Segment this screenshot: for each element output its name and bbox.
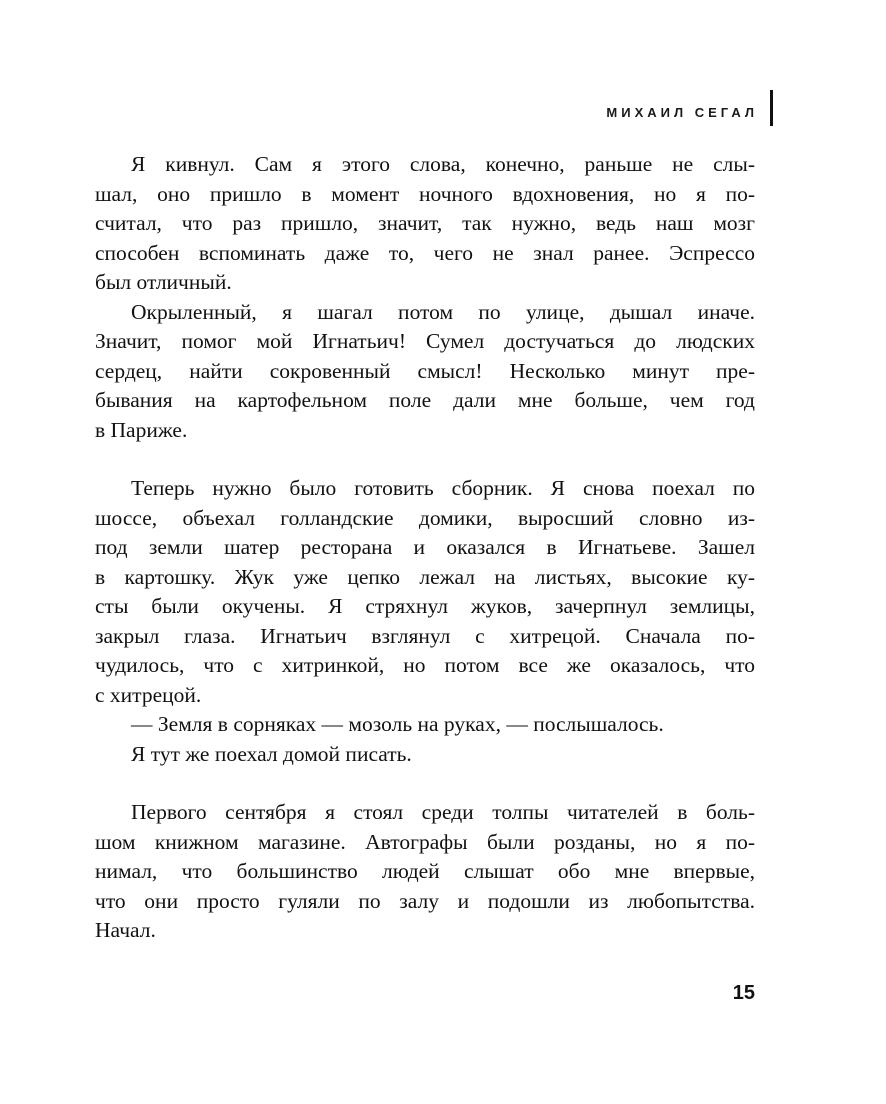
text-line: Значит, помог мой Игнатьич! Сумел достучаться до людских [95,329,755,353]
author-name-header: МИХАИЛ СЕГАЛ [606,104,758,120]
paragraph [95,474,755,710]
text-line: Я кивнул. Сам я этого слова, конечно, раньше не слы- [131,152,755,176]
text-line: шоссе, объехал голландские домики, выросший словно из- [95,505,755,530]
text-line: шал, оно пришло в момент ночного вдохновения, но я по- [95,181,755,206]
text-line: с хитрецой. [95,682,202,707]
text-line: шом книжном магазине. Автографы были розданы, но я по- [95,829,755,854]
page-number: 15 [732,982,755,1004]
text-line: Окрыленный, я шагал потом по улице, дышал иначе. [131,299,755,324]
text-block [95,150,755,946]
text-line: Начал. [95,918,156,942]
text-line: что они просто гуляли по залу и подошли из любопытства. [95,888,755,913]
text-line: Теперь нужно было готовить сборник. Я снова поехал по [131,476,755,500]
text-line: считал, что раз пришло, значит, так нужно, ведь наш мозг [95,211,755,235]
text-line: закрыл глаза. Игнатьич взглянул с хитрецой. Сначала по- [95,623,755,648]
header-rule [770,90,773,126]
text-line: Я тут же поехал домой писать. [131,741,412,766]
text-line: в Париже. [95,417,188,442]
paragraph [95,798,755,946]
text-line: Первого сентября я стоял среди толпы читателей в боль- [131,800,755,824]
text-line: бывания на картофельном поле дали мне больше, чем год [95,388,755,412]
running-head [95,90,773,126]
text-line: в картошку. Жук уже цепко лежал на листьях, высокие ку- [95,564,755,589]
text-line: чудилось, что с хитринкой, но потом все же оказалось, что [95,653,755,677]
text-line: под земли шатер ресторана и оказался в Игнатьеве. Зашел [95,535,755,559]
paragraph [95,740,755,770]
paragraph [95,298,755,446]
text-line: нимал, что большинство людей слышат обо мне впервые, [95,859,755,883]
text-line: был отличный. [95,270,232,294]
text-line: — Земля в сорняках — мозоль на руках, — послышалось. [131,712,664,736]
text-line: сты были окучены. Я стряхнул жуков, зачерпнул землицы, [95,594,755,618]
text-line: способен вспоминать даже то, чего не знал ранее. Эспрессо [95,240,755,265]
paragraph [95,150,755,298]
text-line: сердец, найти сокровенный смысл! Несколько минут пре- [95,358,755,383]
paragraph [95,710,755,740]
